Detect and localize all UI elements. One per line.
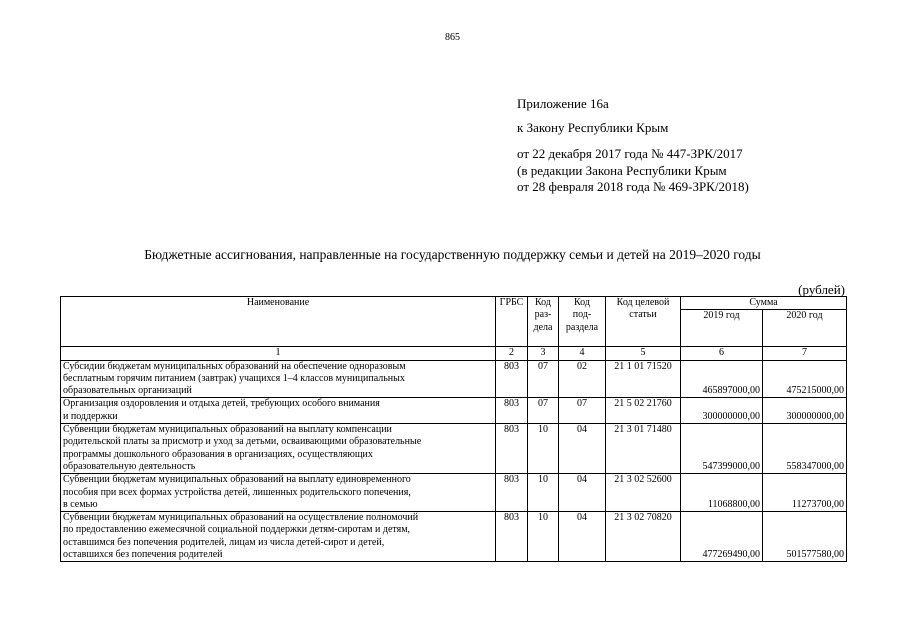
row-podrazdel: 04	[559, 424, 606, 474]
header-target-line: статьи	[629, 309, 657, 321]
row-sum-2019: 465897000,00	[681, 360, 763, 398]
header-target-code	[606, 297, 681, 347]
header-podrazdel-line: Код	[574, 297, 590, 308]
page-number: 865	[445, 32, 460, 43]
row-name-line: в семью	[63, 498, 98, 510]
header-year-2019	[681, 310, 763, 347]
table-row	[61, 360, 847, 398]
table-row	[61, 424, 847, 474]
header-razdel-line: дела	[533, 321, 553, 333]
row-name-cell	[61, 398, 496, 424]
appendix-edition-note: (в редакции Закона Республики Крым	[517, 163, 727, 178]
appendix-edition-date: от 28 февраля 2018 года № 469-ЗРК/2018)	[517, 179, 749, 194]
row-grbs: 803	[496, 474, 528, 512]
table-row	[61, 512, 847, 562]
column-number: 2	[496, 347, 528, 360]
header-grbs	[496, 297, 528, 347]
column-number: 4	[559, 347, 606, 360]
header-year-2019-label: 2019 год	[703, 310, 740, 322]
row-name-cell	[61, 512, 496, 562]
row-razdel: 10	[528, 474, 559, 512]
row-name-line: образовательную деятельность	[63, 460, 196, 472]
row-target-code: 21 3 01 71480	[606, 424, 681, 474]
units-label: (рублей)	[798, 282, 845, 297]
header-name-label: Наименование	[246, 297, 310, 308]
row-name-cell	[61, 474, 496, 512]
row-razdel: 10	[528, 424, 559, 474]
header-podrazdel-line: под-	[572, 309, 592, 321]
appendix-title: Приложение 16а	[517, 96, 609, 111]
header-razdel	[528, 297, 559, 347]
header-sum	[681, 297, 847, 310]
table-row	[61, 474, 847, 512]
row-podrazdel: 07	[559, 398, 606, 424]
row-grbs: 803	[496, 360, 528, 398]
row-podrazdel: 04	[559, 512, 606, 562]
budget-table	[60, 296, 847, 562]
column-number: 1	[61, 347, 496, 360]
document-title: Бюджетные ассигнования, направленные на государственную поддержку семьи и детей на 2019–2020 годы	[144, 247, 761, 262]
column-number-row	[61, 347, 847, 360]
row-name-line: бесплатным горячим питанием (завтрак) учащихся 1–4 классов муниципальных	[63, 372, 405, 384]
row-sum-2019: 11068800,00	[681, 474, 763, 512]
header-name	[61, 297, 496, 347]
row-grbs: 803	[496, 512, 528, 562]
header-razdel-line: раз-	[534, 309, 552, 321]
row-name-line: программы дошкольного образования в организациях, осуществляющих	[63, 448, 373, 460]
row-target-code: 21 3 02 52600	[606, 474, 681, 512]
header-year-2020	[763, 310, 847, 347]
row-name-cell	[61, 424, 496, 474]
row-sum-2020: 501577580,00	[763, 512, 847, 562]
row-podrazdel: 04	[559, 474, 606, 512]
row-name-line: образовательных организаций	[63, 385, 192, 397]
appendix-law-reference: к Закону Республики Крым	[517, 120, 669, 135]
header-row	[61, 297, 847, 310]
column-number: 6	[681, 347, 763, 360]
row-name-line: оставшихся без попечения родителей	[63, 549, 223, 561]
column-number: 3	[528, 347, 559, 360]
header-podrazdel	[559, 297, 606, 347]
row-sum-2019: 300000000,00	[681, 398, 763, 424]
row-sum-2020: 475215000,00	[763, 360, 847, 398]
row-name-line: пособия при всех формах устройства детей, лишенных родительского попечения,	[63, 486, 411, 498]
row-sum-2020: 558347000,00	[763, 424, 847, 474]
header-sum-label: Сумма	[749, 297, 778, 308]
row-name-line: Субвенции бюджетам муниципальных образований на осуществление полномочий	[63, 512, 419, 524]
row-sum-2019: 547399000,00	[681, 424, 763, 474]
header-grbs-label: ГРБС	[499, 297, 524, 308]
header-target-line: Код целевой	[616, 297, 670, 308]
row-sum-2019: 477269490,00	[681, 512, 763, 562]
row-target-code: 21 3 02 70820	[606, 512, 681, 562]
row-target-code: 21 1 01 71520	[606, 360, 681, 398]
row-sum-2020: 300000000,00	[763, 398, 847, 424]
row-name-line: Организация оздоровления и отдыха детей, требующих особого внимания	[63, 398, 380, 410]
row-name-line: Субвенции бюджетам муниципальных образований на выплату единовременного	[63, 474, 411, 486]
row-grbs: 803	[496, 398, 528, 424]
row-name-line: и поддержки	[63, 410, 118, 422]
row-name-cell	[61, 360, 496, 398]
header-podrazdel-line: раздела	[565, 321, 599, 333]
row-podrazdel: 02	[559, 360, 606, 398]
row-target-code: 21 5 02 21760	[606, 398, 681, 424]
row-razdel: 07	[528, 360, 559, 398]
row-grbs: 803	[496, 424, 528, 474]
row-name-line: по предоставлению ежемесячной социальной поддержки детям-сиротам и детям,	[63, 524, 411, 536]
column-number: 5	[606, 347, 681, 360]
row-name-line: родительской платы за присмотр и уход за детьми, осваивающими образовательные	[63, 436, 422, 448]
header-razdel-line: Код	[535, 297, 551, 308]
row-sum-2020: 11273700,00	[763, 474, 847, 512]
row-razdel: 07	[528, 398, 559, 424]
appendix-law-date: от 22 декабря 2017 года № 447-ЗРК/2017	[517, 146, 743, 161]
header-year-2020-label: 2020 год	[786, 310, 823, 322]
row-name-line: Субсидии бюджетам муниципальных образований на обеспечение одноразовым	[63, 360, 406, 372]
row-name-line: Субвенции бюджетам муниципальных образований на выплату компенсации	[63, 424, 392, 436]
table-row	[61, 398, 847, 424]
column-number: 7	[763, 347, 847, 360]
row-razdel: 10	[528, 512, 559, 562]
row-name-line: оставшимся без попечения родителей, лицам из числа детей-сирот и детей,	[63, 536, 385, 548]
